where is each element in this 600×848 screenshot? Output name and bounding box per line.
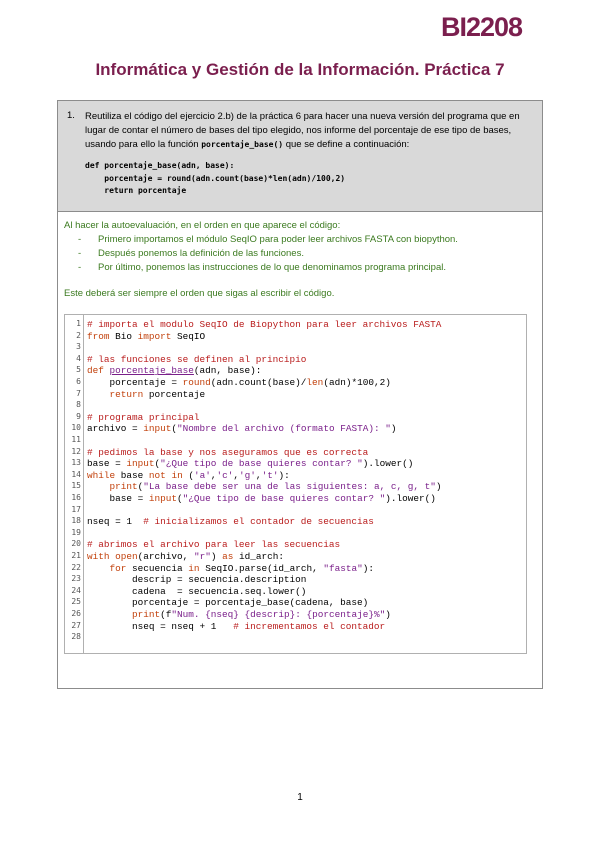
code-line: for secuencia in SeqIO.parse(id_arch, "fasta"): bbox=[109, 562, 374, 574]
answer-list-item: - Primero importamos el módulo SeqIO para poder leer archivos FASTA con biopython. bbox=[78, 234, 458, 245]
line-number: 16 bbox=[71, 493, 81, 502]
line-number: 26 bbox=[71, 609, 81, 618]
line-number: 5 bbox=[76, 365, 81, 375]
line-number: 27 bbox=[71, 620, 81, 630]
line-number: 8 bbox=[76, 400, 81, 410]
code-line: archivo = input("Nombre del archivo (formato FASTA): ") bbox=[87, 423, 397, 435]
code-line: with open(archivo, "r") as id_arch: bbox=[87, 551, 284, 562]
line-number: 12 bbox=[71, 446, 81, 456]
line-number: 18 bbox=[71, 516, 81, 526]
code-line: # importa el modulo SeqIO de Biopython para leer archivos FASTA bbox=[87, 319, 442, 330]
line-number: 3 bbox=[76, 342, 81, 352]
code-line: print("La base debe ser una de las siguientes: a, c, g, t") bbox=[109, 481, 442, 493]
exercise-box bbox=[57, 100, 543, 212]
answer-list-item-text: Por último, ponemos las instrucciones de lo que denominamos programa principal. bbox=[98, 262, 446, 273]
answer-list-item: - Después ponemos la definición de las funciones. bbox=[78, 248, 304, 259]
line-number: 15 bbox=[71, 481, 81, 491]
code-line: base = input("¿Que tipo de base quieres contar? ").lower() bbox=[87, 458, 414, 470]
page-title: Informática y Gestión de la Información. Práctica 7 bbox=[95, 60, 505, 79]
line-number: 9 bbox=[76, 411, 81, 421]
line-number: 19 bbox=[71, 527, 81, 537]
answer-intro: Al hacer la autoevaluación, en el orden en que aparece el código: bbox=[64, 220, 341, 231]
code-line: # las funciones se definen al principio bbox=[87, 353, 307, 365]
logo bbox=[441, 10, 541, 44]
line-number: 20 bbox=[71, 539, 81, 549]
answer-list-item-text: Primero importamos el módulo SeqIO para poder leer archivos FASTA con biopython. bbox=[98, 234, 458, 245]
code-line: return porcentaje bbox=[109, 388, 206, 400]
code-line: porcentaje = porcentaje_base(cadena, base) bbox=[87, 597, 369, 609]
line-number: 4 bbox=[76, 353, 81, 363]
code-line: cadena = secuencia.seq.lower() bbox=[87, 585, 307, 597]
code-line: nseq = nseq + 1 # incrementamos el contador bbox=[87, 620, 386, 632]
code-line: nseq = 1 # inicializamos el contador de secuencias bbox=[87, 516, 374, 528]
line-number: 7 bbox=[76, 388, 81, 398]
line-number: 24 bbox=[71, 585, 81, 595]
code-line: print(f"Num. {nseq} {descrip}: {porcentaje}%") bbox=[132, 609, 391, 620]
answer-outro: Este deberá ser siempre el orden que sigas al escribir el código. bbox=[64, 288, 335, 299]
code-line: porcentaje = round(adn.count(base)/len(adn)*100,2) bbox=[87, 377, 391, 388]
line-number: 17 bbox=[71, 504, 81, 514]
code-line: def porcentaje_base(adn, base): bbox=[87, 365, 262, 377]
line-number-gutter bbox=[65, 315, 84, 653]
line-number: 6 bbox=[76, 377, 81, 386]
exercise-text-part2: que se define a continuación: bbox=[283, 139, 410, 150]
exercise-text-part1: Reutiliza el código del ejercicio 2.b) de la práctica 6 para hacer una nueva versión del programa que en lugar de contar el número de bases del tipo elegido, nos informe del porcentaje de ese tipo de bases, usando para ello la función bbox=[85, 111, 520, 150]
code-line: base = input("¿Que tipo de base quieres contar? ").lower() bbox=[87, 493, 436, 504]
line-number: 13 bbox=[71, 458, 81, 468]
code-listing bbox=[64, 314, 527, 654]
line-number: 11 bbox=[71, 435, 81, 444]
answer-box bbox=[57, 212, 543, 689]
line-number: 23 bbox=[71, 574, 81, 584]
code-line: # pedimos la base y nos aseguramos que es correcta bbox=[87, 446, 369, 458]
line-number: 25 bbox=[71, 597, 81, 607]
exercise-code: def porcentaje_base(adn, base): porcentaje = round(adn.count(base)*len(adn)/100,2) return porcentaje bbox=[85, 161, 346, 195]
code-line: # abrimos el archivo para leer las secuencias bbox=[87, 539, 341, 551]
code-line: while base not in ('a','c','g','t'): bbox=[87, 469, 290, 481]
line-number: 1 bbox=[76, 319, 81, 328]
line-number: 14 bbox=[71, 469, 81, 479]
answer-list-item: - Por último, ponemos las instrucciones de lo que denominamos programa principal. bbox=[78, 262, 446, 273]
line-number: 2 bbox=[76, 330, 81, 340]
page-number: 1 bbox=[297, 792, 303, 803]
answer-list-item-text: Después ponemos la definición de las funciones. bbox=[98, 248, 304, 259]
exercise-function-name: porcentaje_base() bbox=[201, 140, 284, 149]
logo-text: BI2208 bbox=[441, 12, 523, 42]
code-line: descrip = secuencia.description bbox=[87, 574, 307, 586]
line-number: 22 bbox=[71, 562, 81, 572]
code-line: # programa principal bbox=[87, 411, 200, 423]
line-number: 21 bbox=[71, 551, 81, 560]
line-number: 10 bbox=[71, 423, 81, 433]
code-line: from Bio import SeqIO bbox=[87, 330, 206, 342]
line-number: 28 bbox=[71, 632, 81, 642]
exercise-text bbox=[85, 110, 540, 152]
exercise-number: 1. bbox=[67, 110, 75, 121]
